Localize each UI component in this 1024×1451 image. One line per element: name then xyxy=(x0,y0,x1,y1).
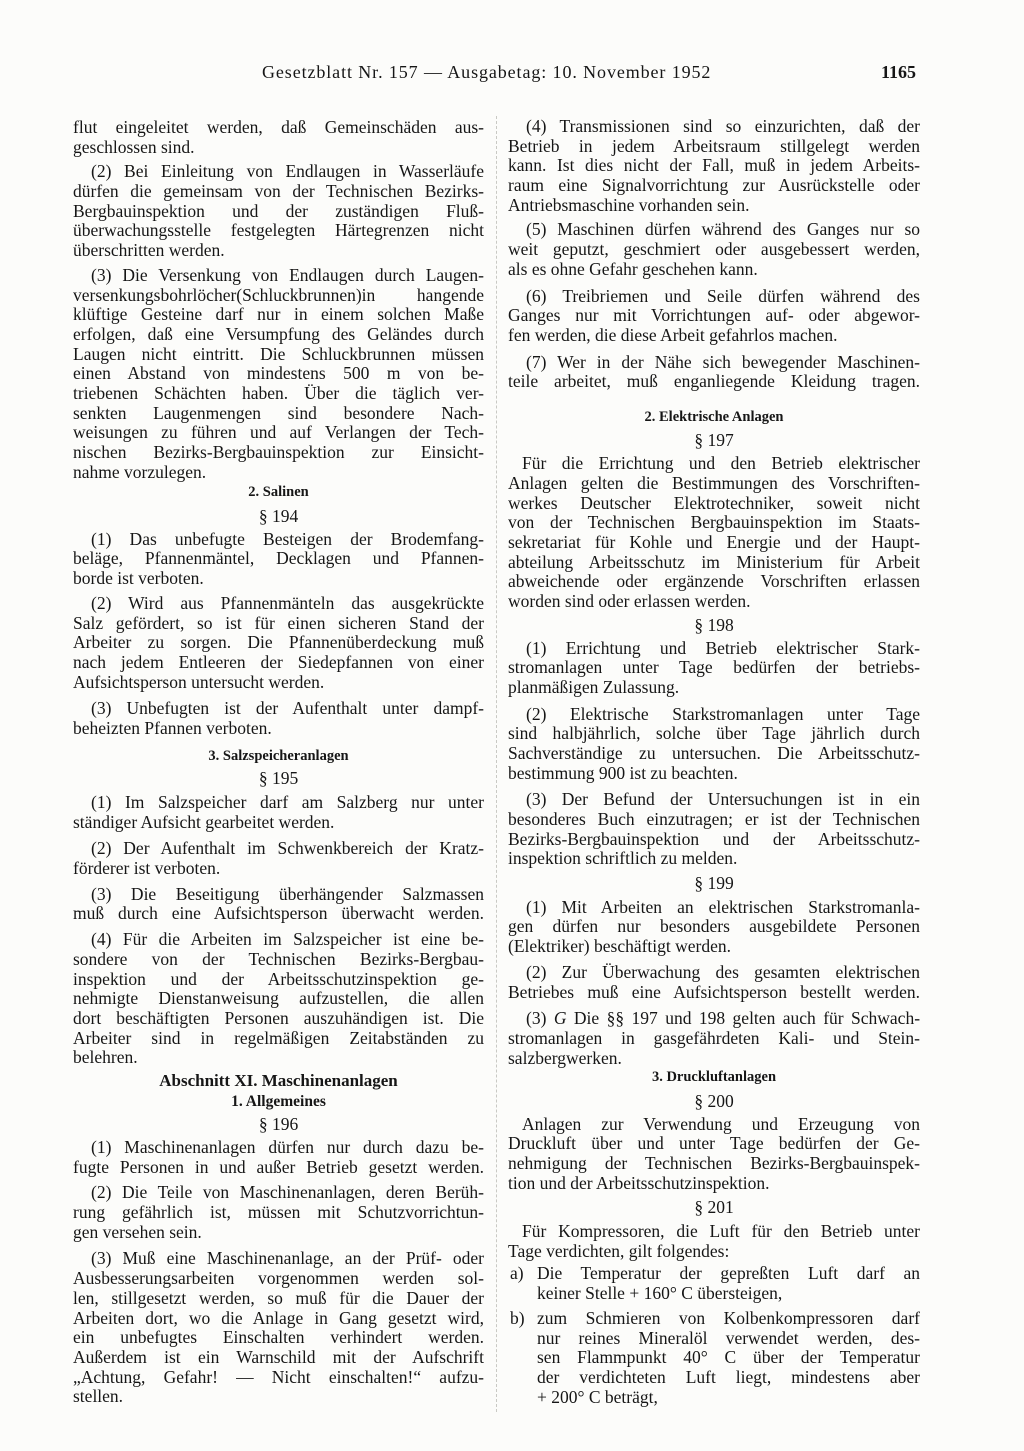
s197-paragraph xyxy=(508,454,920,612)
text-line: teile arbeitet, muß enganliegende Kleidung tragen. xyxy=(508,371,920,392)
text-line: Druckluft über und unter Tage bedürfen der Ge- xyxy=(508,1133,920,1154)
text-line: Für die Errichtung und den Betrieb elektrischer xyxy=(522,453,920,474)
text-line: Anlagen gelten die Bestimmungen des Vorschriften- xyxy=(508,473,920,493)
text-line: gen dürfen nur besonders ausgebildete Personen xyxy=(508,916,920,937)
s196-paragraph-6 xyxy=(508,287,920,346)
text-line: sind halbjährlich, solche über Tage jährlich durch xyxy=(508,723,920,744)
subheading-salzspeicheranlagen: 3. Salzspeicheranlagen xyxy=(208,747,349,764)
list-item-label: a) xyxy=(510,1263,524,1284)
section-title-200: § 200 xyxy=(694,1090,734,1111)
text-line: inspektion und der Arbeitsschutzinspektion ge- xyxy=(73,968,484,989)
text-line: nur reines Mineralöl verwendet werden, des- xyxy=(537,1327,920,1348)
text-line: (5) Maschinen dürfen während des Ganges nur so xyxy=(526,219,920,240)
text-line: überwachungsstelle festgelegten Härtegrenzen nicht xyxy=(73,220,484,241)
text-line: als es ohne Gefahr geschehen kann. xyxy=(508,258,758,279)
text-line: (2) Elektrische Starkstromanlagen unter Tage xyxy=(526,703,920,724)
text-line: überschritten werden. xyxy=(73,240,225,261)
s193-paragraph-3 xyxy=(73,266,484,483)
text-line: beheizten Pfannen verboten. xyxy=(73,717,272,738)
s195-paragraph-1 xyxy=(73,793,484,832)
text-line: Betrieb in jedem Arbeitsraum stillgelegt werden xyxy=(508,135,920,156)
text-line: zum Schmieren von Kolbenkompressoren darf xyxy=(537,1307,920,1328)
s196-paragraph-7 xyxy=(508,353,920,392)
text-line: geschlossen sind. xyxy=(73,136,195,157)
text-line: Salz gefördert, so ist für einen sicheren Stand der xyxy=(73,612,484,633)
text-line: keiner Stelle + 160° C übersteigen, xyxy=(537,1283,783,1304)
text-line: (2) Die Teile von Maschinenanlagen, deren Berüh- xyxy=(91,1182,484,1203)
right-column xyxy=(508,117,920,1407)
line-text: Die §§ 197 und 198 gelten auch für Schwach- xyxy=(573,1008,921,1029)
s199-paragraph-3 xyxy=(508,1009,920,1068)
text-line xyxy=(508,1009,920,1029)
text-line: stellen. xyxy=(73,1386,124,1407)
text-line: (3) Der Befund der Untersuchungen ist in ein xyxy=(526,789,920,810)
text-line: einen Abstand von mindestens 500 m von be- xyxy=(73,363,484,384)
text-line: Antriebsmaschine vorhanden sein. xyxy=(508,194,750,215)
subheading-allgemeines: 1. Allgemeines xyxy=(231,1092,326,1110)
s201-intro xyxy=(508,1222,920,1261)
text-line: werkes Deutscher Elektrotechniker, soweit nicht xyxy=(508,492,920,513)
s193-continuation-paragraph xyxy=(73,118,484,157)
gazette-header-title: Gesetzblatt Nr. 157 — Ausgabetag: 10. November 1952 xyxy=(262,62,712,82)
text-line: abweichende oder ergänzende Vorschriften erlassen xyxy=(508,571,920,592)
text-line: muß durch eine Aufsichtsperson überwacht werden. xyxy=(73,903,484,924)
text-line: + 200° C beträgt, xyxy=(537,1386,658,1407)
chapter-title: Abschnitt XI. Maschinenanlagen xyxy=(159,1070,398,1090)
text-line: len, stillgesetzt werden, so muß für die Dauer der xyxy=(73,1287,484,1308)
text-line: Tage verdichten, gilt folgendes: xyxy=(508,1240,730,1261)
text-line: flut eingeleitet werden, daß Gemeinschäden aus- xyxy=(73,117,484,137)
text-line: stromanlagen unter Tage bedürfen der betriebs- xyxy=(508,657,920,678)
text-line: (2) Bei Einleitung von Endlaugen in Wasserläufe xyxy=(91,161,484,182)
text-line: der verdichteten Luft liegt, mindestens aber xyxy=(537,1366,920,1387)
text-line: dort beschäftigten Personen auszuhändigen ist. Die xyxy=(73,1007,484,1028)
text-line: Arbeiter sind in regelmäßigen Zeitabständen zu xyxy=(73,1027,484,1048)
text-line: Sachverständige zu untersuchen. Die Arbeitsschutz- xyxy=(508,742,920,763)
text-line: nischen Bezirks-Bergbauinspektion zur Einsicht- xyxy=(73,442,484,462)
text-line: besonderes Buch einzutragen; er ist der Technischen xyxy=(508,809,920,829)
text-line: planmäßigen Zulassung. xyxy=(508,676,680,697)
s198-paragraph-2 xyxy=(508,705,920,784)
text-line: beläge, Pfannenmäntel, Decklagen und Pfannen- xyxy=(73,548,484,569)
s194-paragraph-2 xyxy=(73,594,484,692)
text-line: Laugen nicht eintritt. Die Schluckbrunnen müssen xyxy=(73,343,484,364)
s195-paragraph-2 xyxy=(73,839,484,878)
text-line: „Achtung, Gefahr! — Nicht einschalten!“ aufzu- xyxy=(73,1366,484,1387)
text-line: Arbeiter zu sorgen. Die Pfannenüberdeckung muß xyxy=(73,632,484,653)
text-line: sekretariat für Kohle und Energie und der Haupt- xyxy=(508,532,920,553)
section-title-199: § 199 xyxy=(694,873,734,894)
s196-paragraph-5 xyxy=(508,220,920,279)
text-line: fen werden, die diese Arbeit gefahrlos machen. xyxy=(508,324,838,345)
text-line: (1) Im Salzspeicher darf am Salzberg nur unter xyxy=(91,792,484,812)
text-line: (2) Zur Überwachung des gesamten elektrischen xyxy=(526,961,920,982)
text-line: rung gefährlich ist, müssen mit Schutzvorrichtun- xyxy=(73,1202,484,1223)
text-line: (2) Wird aus Pfannenmänteln das ausgekrückte xyxy=(91,592,484,613)
subheading-druckluftanlagen: 3. Druckluftanlagen xyxy=(651,1069,777,1086)
text-line: inspektion schriftlich zu melden. xyxy=(508,848,738,869)
s195-paragraph-4 xyxy=(73,930,484,1068)
s193-paragraph-2 xyxy=(73,162,484,260)
section-title-198: § 198 xyxy=(694,614,734,635)
text-line: (1) Das unbefugte Besteigen der Brodemfang- xyxy=(91,528,484,549)
text-line: senkten Laugenmengen sind besondere Nach- xyxy=(73,402,484,423)
text-line: (3) Muß eine Maschinenanlage, an der Prüf- oder xyxy=(91,1248,484,1269)
subheading-elektrische-anlagen: 2. Elektrische Anlagen xyxy=(644,408,784,425)
section-title-196: § 196 xyxy=(258,1114,299,1135)
text-line: Die Temperatur der gepreßten Luft darf an xyxy=(537,1263,920,1284)
s199-paragraph-1 xyxy=(508,898,920,957)
text-line: worden sind oder erlassen werden. xyxy=(508,591,751,612)
s194-paragraph-3 xyxy=(73,699,484,738)
text-line: bestimmung 900 ist zu beachten. xyxy=(508,762,738,783)
text-line: borde ist verboten. xyxy=(73,568,204,589)
text-line: (1) Maschinenanlagen dürfen nur durch dazu be- xyxy=(91,1137,484,1157)
subheading-salinen: 2. Salinen xyxy=(248,484,309,501)
text-line: gen versehen sein. xyxy=(73,1221,202,1242)
text-line: weit geputzt, geschmiert oder ausgebessert werden, xyxy=(508,239,920,260)
text-line: klüftige Gesteine darf nur in einem solchen Maße xyxy=(73,304,484,325)
text-line: Außerdem ist ein Warnschild mit der Aufschrift xyxy=(73,1346,484,1367)
text-line: (4) Transmissionen sind so einzurichten, daß der xyxy=(526,116,920,136)
list-item-a xyxy=(508,1264,920,1303)
s196-paragraph-2 xyxy=(73,1183,484,1242)
list-item-b xyxy=(508,1309,920,1407)
text-line: Bezirks-Bergbauinspektion und der Arbeitsschutz- xyxy=(508,828,920,849)
text-line: (3) Die Beseitigung überhängender Salzmassen xyxy=(91,883,484,904)
text-line: (3) Die Versenkung von Endlaugen durch Laugen- xyxy=(91,264,484,285)
text-line: Ganges nur mit Vorrichtungen auf- oder abgewor- xyxy=(508,305,920,326)
text-line: belehren. xyxy=(73,1047,138,1068)
text-line: triebenen Schächten haben. Über die täglich ver- xyxy=(73,382,484,403)
text-line: raum eine Signalvorrichtung zur Ausrückstelle oder xyxy=(508,175,920,196)
text-line: sondere von der Technischen Bezirks-Bergbau- xyxy=(73,948,484,969)
text-line: fugte Personen in und außer Betrieb gesetzt werden. xyxy=(73,1156,484,1177)
text-line: (1) Errichtung und Betrieb elektrischer Stark- xyxy=(526,637,920,658)
text-line: tion und der Arbeitsschutzinspektion. xyxy=(508,1172,770,1193)
s200-paragraph xyxy=(508,1115,920,1194)
text-line: (3) Unbefugten ist der Aufenthalt unter dampf- xyxy=(91,698,484,719)
text-line: (1) Mit Arbeiten an elektrischen Starkstromanla- xyxy=(526,896,920,917)
s196-paragraph-3 xyxy=(73,1249,484,1407)
s195-paragraph-3 xyxy=(73,885,484,924)
text-line: nach jedem Entleeren der Siedepfannen von einer xyxy=(73,651,484,672)
text-line: von der Technischen Bergbauinspektion im Staats- xyxy=(508,512,920,533)
text-line: stromanlagen in gasgefährdeten Kali- und Stein- xyxy=(508,1027,920,1048)
text-line: dürfen die gemeinsam von der Technischen Bezirks- xyxy=(73,181,484,202)
page-number: 1165 xyxy=(881,62,917,82)
section-title-197: § 197 xyxy=(694,429,734,450)
text-line: Ausbesserungsarbeiten vorgenommen werden sol- xyxy=(73,1268,484,1289)
text-line: Bergbauinspektion und der zuständigen Fluß- xyxy=(73,200,484,221)
column-divider xyxy=(496,116,497,1412)
s196-paragraph-4 xyxy=(508,117,920,215)
text-line: Für Kompressoren, die Luft für den Betrieb unter xyxy=(522,1221,920,1242)
s198-paragraph-3 xyxy=(508,790,920,869)
text-line: Betriebes muß eine Aufsichtsperson bestellt werden. xyxy=(508,981,920,1002)
text-line: Anlagen zur Verwendung und Erzeugung von xyxy=(522,1113,920,1134)
text-line: weisungen zu führen und auf Verlangen der Tech- xyxy=(73,422,484,443)
text-line: abteilung Arbeitsschutz im Ministerium für Arbeit xyxy=(508,551,920,572)
text-line: (Elektriker) beschäftigt werden. xyxy=(508,936,732,957)
text-line: (2) Der Aufenthalt im Schwenkbereich der Kratz- xyxy=(91,838,484,859)
left-column xyxy=(73,118,484,1407)
text-line: nehmigung der Technischen Bezirks-Bergbauinspek- xyxy=(508,1153,920,1173)
section-title-201: § 201 xyxy=(694,1197,734,1218)
section-title-195: § 195 xyxy=(258,768,299,789)
text-line: nahme vorzulegen. xyxy=(73,461,207,482)
section-title-194: § 194 xyxy=(258,506,299,527)
paragraph-number: (3) xyxy=(526,1008,547,1029)
text-line: (4) Für die Arbeiten im Salzspeicher ist eine be- xyxy=(91,929,484,950)
marginal-mark: G xyxy=(553,1008,567,1029)
text-line: Arbeiten dort, wo die Anlage in Gang gesetzt wird, xyxy=(73,1307,484,1328)
text-line: ein unbefugtes Einschalten verhindert werden. xyxy=(73,1327,484,1348)
text-line: (6) Treibriemen und Seile dürfen während des xyxy=(526,285,920,306)
text-line: kann. Ist dies nicht der Fall, muß in jedem Arbeits- xyxy=(508,155,920,176)
text-line: versenkungsbohrlöcher(Schluckbrunnen)in hangende xyxy=(73,284,484,305)
text-line: ständiger Aufsicht gearbeitet werden. xyxy=(73,811,335,832)
text-line: förderer ist verboten. xyxy=(73,858,221,879)
text-line: nehmigte Dienstanweisung aufzustellen, die allen xyxy=(73,988,484,1009)
list-item-label: b) xyxy=(510,1307,525,1328)
text-line: Aufsichtsperson untersucht werden. xyxy=(73,671,325,692)
s196-paragraph-1 xyxy=(73,1138,484,1177)
s199-paragraph-2 xyxy=(508,963,920,1002)
text-line: salzbergwerken. xyxy=(508,1047,622,1068)
text-line: (7) Wer in der Nähe sich bewegender Maschinen- xyxy=(526,351,920,372)
s194-paragraph-1 xyxy=(73,530,484,589)
text-line: erfolgen, daß eine Versumpfung des Geländes durch xyxy=(73,323,484,344)
s198-paragraph-1 xyxy=(508,639,920,698)
text-line: sen Flammpunkt 40° C über der Temperatur xyxy=(537,1347,920,1368)
